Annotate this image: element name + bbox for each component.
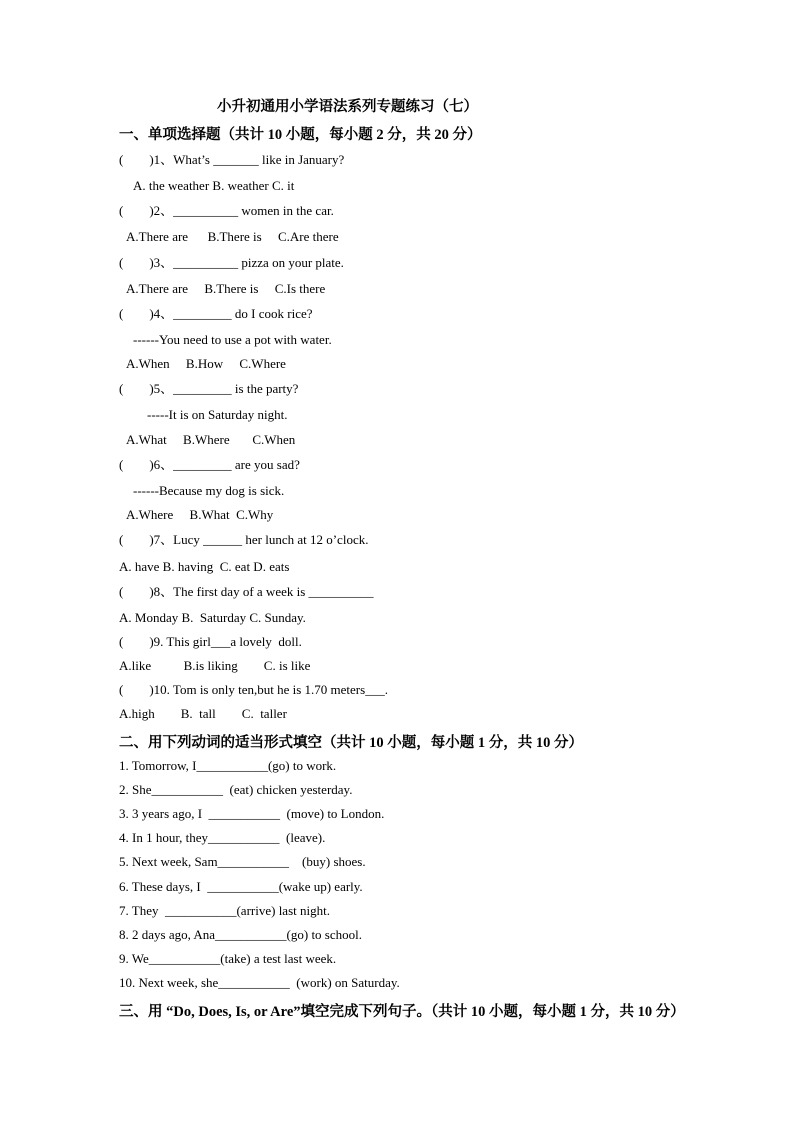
s1-line-15: A.Where B.What C.Why bbox=[126, 507, 274, 522]
s1-line-12: A.What B.Where C.When bbox=[126, 432, 296, 447]
s1-line-21: A.like B.is liking C. is like bbox=[119, 658, 311, 673]
s2-line-10: 10. Next week, she___________ (work) on Saturday. bbox=[119, 975, 400, 990]
s2-line-3: 3. 3 years ago, I ___________ (move) to London. bbox=[119, 806, 385, 821]
s1-line-1: ( )1、What’s _______ like in January? bbox=[119, 152, 345, 167]
section-2-heading: 二、用下列动词的适当形式填空（共计 10 小题，每小题 1 分，共 10 分） bbox=[119, 735, 583, 751]
s2-line-4: 4. In 1 hour, they___________ (leave). bbox=[119, 830, 326, 845]
s1-line-17: A. have B. having C. eat D. eats bbox=[119, 559, 290, 574]
s1-line-2: A. the weather B. weather C. it bbox=[133, 178, 295, 193]
s1-line-5: ( )3、__________ pizza on your plate. bbox=[119, 255, 344, 270]
s2-line-7: 7. They ___________(arrive) last night. bbox=[119, 903, 330, 918]
s1-line-22: ( )10. Tom is only ten,but he is 1.70 meters___. bbox=[119, 682, 388, 697]
s1-line-11: -----It is on Saturday night. bbox=[147, 407, 288, 422]
s1-line-23: A.high B. tall C. taller bbox=[119, 706, 287, 721]
section-3-heading: 三、用 “Do, Does, Is, or Are”填空完成下列句子。（共计 10 小题，每小题 1 分，共 10 分） bbox=[119, 1004, 685, 1020]
s1-line-3: ( )2、__________ women in the car. bbox=[119, 203, 334, 218]
s1-line-18: ( )8、The first day of a week is __________ bbox=[119, 584, 374, 599]
s1-line-13: ( )6、_________ are you sad? bbox=[119, 457, 300, 472]
s1-line-4: A.There are B.There is C.Are there bbox=[126, 229, 339, 244]
s1-line-10: ( )5、_________ is the party? bbox=[119, 381, 299, 396]
s2-line-8: 8. 2 days ago, Ana___________(go) to school. bbox=[119, 927, 363, 942]
s1-line-7: ( )4、_________ do I cook rice? bbox=[119, 306, 313, 321]
s2-line-6: 6. These days, I ___________(wake up) early. bbox=[119, 879, 363, 894]
s2-line-5: 5. Next week, Sam___________ (buy) shoes. bbox=[119, 854, 366, 869]
s2-line-1: 1. Tomorrow, I___________(go) to work. bbox=[119, 758, 337, 773]
document-title: 小升初通用小学语法系列专题练习（七） bbox=[217, 99, 478, 115]
s1-line-9: A.When B.How C.Where bbox=[126, 356, 286, 371]
s2-line-9: 9. We___________(take) a test last week. bbox=[119, 951, 337, 966]
s1-line-19: A. Monday B. Saturday C. Sunday. bbox=[119, 610, 306, 625]
s1-line-8: ------You need to use a pot with water. bbox=[133, 332, 332, 347]
s1-line-6: A.There are B.There is C.Is there bbox=[126, 281, 326, 296]
section-1-heading: 一、单项选择题（共计 10 小题，每小题 2 分，共 20 分） bbox=[119, 127, 482, 143]
s2-line-2: 2. She___________ (eat) chicken yesterday. bbox=[119, 782, 353, 797]
s1-line-20: ( )9. This girl___a lovely doll. bbox=[119, 634, 302, 649]
s1-line-16: ( )7、Lucy ______ her lunch at 12 o’clock. bbox=[119, 532, 369, 547]
s1-line-14: ------Because my dog is sick. bbox=[133, 483, 285, 498]
